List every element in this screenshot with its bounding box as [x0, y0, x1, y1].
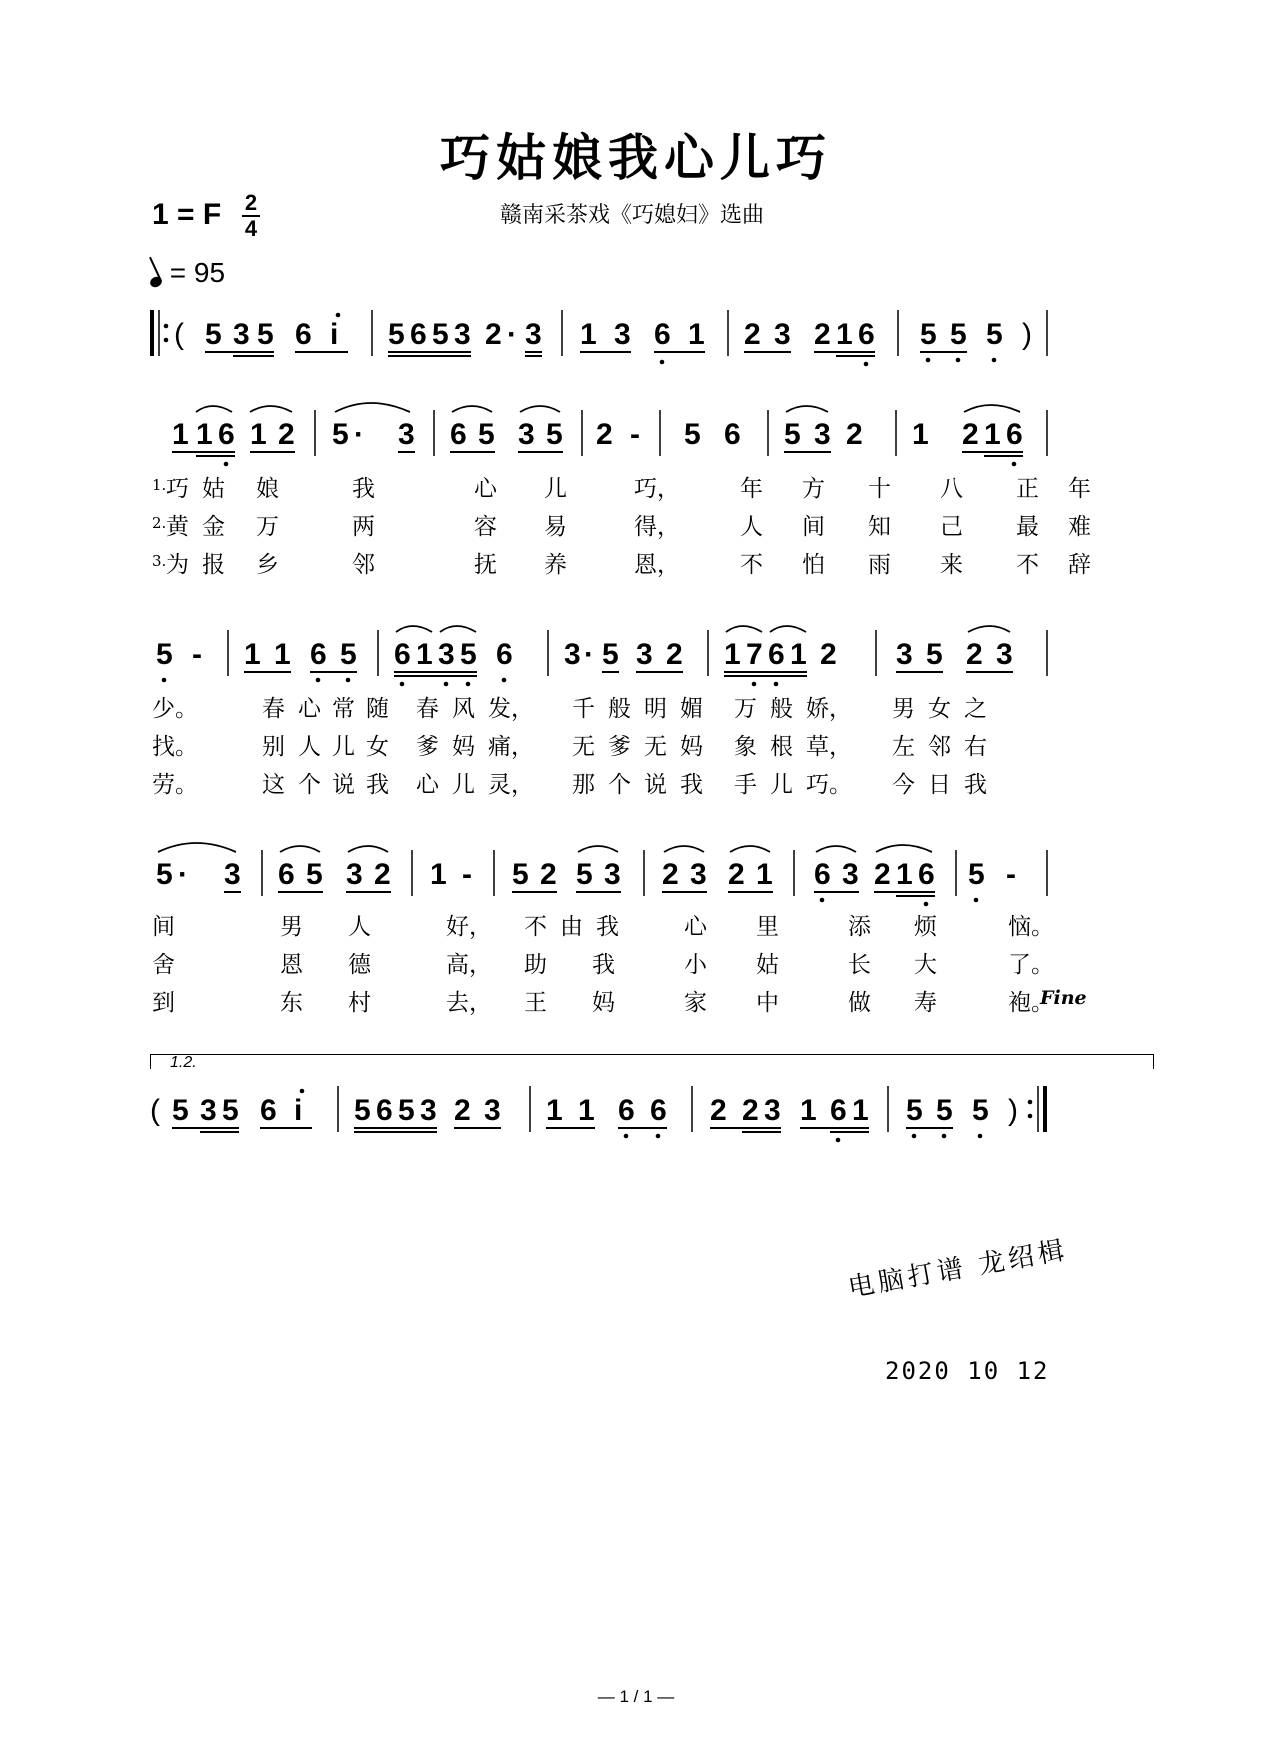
svg-text:2: 2	[374, 858, 391, 891]
svg-text:1: 1	[578, 1094, 595, 1127]
svg-text:5: 5	[936, 1094, 953, 1127]
svg-text:5: 5	[602, 638, 619, 671]
svg-text:1: 1	[196, 418, 213, 451]
svg-text:5: 5	[986, 318, 1003, 351]
svg-text:5: 5	[156, 638, 173, 671]
svg-text:2: 2	[454, 1094, 471, 1127]
svg-text:3: 3	[484, 1094, 501, 1127]
time-bottom: 4	[244, 216, 258, 241]
svg-text:5: 5	[222, 1094, 239, 1127]
svg-text:5: 5	[684, 418, 701, 451]
svg-text:5: 5	[354, 1094, 371, 1127]
svg-text:-: -	[1006, 858, 1016, 891]
svg-text:1: 1	[244, 638, 261, 671]
time-top: 2	[244, 190, 258, 215]
svg-text:1: 1	[274, 638, 291, 671]
svg-text:6: 6	[310, 638, 327, 671]
svg-text:·: ·	[178, 858, 188, 891]
svg-text:2: 2	[962, 418, 979, 451]
svg-text:2: 2	[540, 858, 557, 891]
svg-text:2: 2	[846, 418, 863, 451]
svg-text:1: 1	[430, 858, 447, 891]
svg-text:3: 3	[233, 318, 250, 351]
staff-5-notation	[150, 1076, 1160, 1146]
svg-text:1: 1	[172, 418, 189, 451]
page-title: 巧姑娘我心儿巧	[440, 128, 832, 187]
svg-text:3: 3	[200, 1094, 217, 1127]
svg-text:2: 2	[728, 858, 745, 891]
svg-text:6: 6	[218, 418, 235, 451]
staff-3-notation	[150, 620, 1160, 690]
svg-text:3: 3	[564, 638, 581, 671]
svg-text:·: ·	[354, 418, 364, 451]
svg-text:2: 2	[744, 318, 761, 351]
svg-text:-: -	[192, 638, 202, 671]
svg-text:3: 3	[636, 638, 653, 671]
time-signature	[240, 192, 262, 240]
staff-4	[150, 840, 1160, 900]
svg-text:(: (	[150, 1094, 160, 1127]
staff-1-notation	[150, 300, 1160, 370]
svg-text:3: 3	[438, 638, 455, 671]
svg-text:3: 3	[896, 638, 913, 671]
volta-bracket	[150, 1054, 1154, 1069]
svg-text:·: ·	[584, 638, 594, 671]
svg-text:1: 1	[546, 1094, 563, 1127]
svg-text:1: 1	[724, 638, 741, 671]
svg-text:5: 5	[920, 318, 937, 351]
svg-text:6: 6	[650, 1094, 667, 1127]
svg-text:2: 2	[874, 858, 891, 891]
svg-text:3: 3	[614, 318, 631, 351]
key-signature: 1 = F	[152, 198, 222, 231]
svg-text:1: 1	[416, 638, 433, 671]
svg-text:6: 6	[450, 418, 467, 451]
svg-text:5: 5	[512, 858, 529, 891]
subtitle: 赣南采茶戏《巧媳妇》选曲	[500, 203, 765, 228]
svg-text:5: 5	[546, 418, 563, 451]
svg-text:6: 6	[858, 318, 875, 351]
svg-text:·: ·	[507, 318, 517, 351]
svg-text:7: 7	[746, 638, 763, 671]
staff-1	[150, 300, 1160, 360]
svg-text:6: 6	[410, 318, 427, 351]
svg-text:5: 5	[460, 638, 477, 671]
svg-text:6: 6	[278, 858, 295, 891]
svg-text:2: 2	[666, 638, 683, 671]
fine-marking: Fine	[1040, 987, 1087, 1009]
svg-text:5: 5	[332, 418, 349, 451]
staff-3	[150, 620, 1160, 680]
svg-text:-: -	[462, 858, 472, 891]
svg-text:3: 3	[525, 318, 542, 351]
svg-text:5: 5	[478, 418, 495, 451]
svg-text:2: 2	[814, 318, 831, 351]
svg-text:3: 3	[690, 858, 707, 891]
page-number: — 1 / 1 —	[597, 1687, 675, 1706]
svg-text:6: 6	[830, 1094, 847, 1127]
svg-text:5: 5	[968, 858, 985, 891]
staff-2	[150, 400, 1160, 460]
svg-text:): )	[1022, 318, 1032, 351]
svg-text:2: 2	[966, 638, 983, 671]
svg-text:3: 3	[420, 1094, 437, 1127]
svg-text:6: 6	[376, 1094, 393, 1127]
svg-text:6: 6	[768, 638, 785, 671]
svg-text:6: 6	[724, 418, 741, 451]
svg-text:2: 2	[485, 318, 502, 351]
svg-text:5: 5	[906, 1094, 923, 1127]
svg-text:6: 6	[496, 638, 513, 671]
staff-4-notation	[150, 840, 1160, 910]
tempo-marking	[150, 257, 225, 289]
svg-text:1: 1	[756, 858, 773, 891]
svg-text:3: 3	[518, 418, 535, 451]
svg-text:1: 1	[250, 418, 267, 451]
svg-text:5: 5	[306, 858, 323, 891]
svg-text:1: 1	[800, 1094, 817, 1127]
svg-text:(: (	[174, 318, 184, 351]
svg-text:5: 5	[340, 638, 357, 671]
svg-text:-: -	[630, 418, 640, 451]
svg-text:5: 5	[388, 318, 405, 351]
svg-text:5: 5	[926, 638, 943, 671]
svg-text:3: 3	[454, 318, 471, 351]
svg-text:): )	[1008, 1094, 1018, 1127]
svg-text:1: 1	[852, 1094, 869, 1127]
svg-text:1: 1	[912, 418, 929, 451]
svg-text:6: 6	[654, 318, 671, 351]
svg-text:5: 5	[172, 1094, 189, 1127]
svg-text:1: 1	[688, 318, 705, 351]
staff-5	[150, 1076, 1160, 1136]
svg-text:3: 3	[224, 858, 241, 891]
svg-text:3: 3	[346, 858, 363, 891]
svg-text:3: 3	[996, 638, 1013, 671]
svg-text:i: i	[294, 1094, 303, 1127]
staff-2-notation	[150, 400, 1160, 470]
svg-text:2: 2	[710, 1094, 727, 1127]
quarter-note-icon	[148, 275, 163, 289]
svg-text:5: 5	[205, 318, 222, 351]
svg-text:6: 6	[814, 858, 831, 891]
svg-text:5: 5	[432, 318, 449, 351]
svg-text:6: 6	[260, 1094, 277, 1127]
svg-text:6: 6	[1006, 418, 1023, 451]
svg-text:3: 3	[814, 418, 831, 451]
svg-text:i: i	[330, 318, 339, 351]
svg-text:3: 3	[842, 858, 859, 891]
svg-text:1: 1	[580, 318, 597, 351]
svg-text:1: 1	[984, 418, 1001, 451]
date: 2020 10 12	[885, 1357, 1050, 1385]
volta-label: 1.2.	[170, 1054, 197, 1071]
svg-text:2: 2	[742, 1094, 759, 1127]
svg-text:2: 2	[596, 418, 613, 451]
svg-text:2: 2	[820, 638, 837, 671]
svg-text:2: 2	[662, 858, 679, 891]
svg-text:5: 5	[257, 318, 274, 351]
svg-text:3: 3	[398, 418, 415, 451]
svg-text:5: 5	[784, 418, 801, 451]
svg-text:5: 5	[156, 858, 173, 891]
svg-text:6: 6	[394, 638, 411, 671]
svg-text:3: 3	[764, 1094, 781, 1127]
svg-text:1: 1	[896, 858, 913, 891]
svg-text:6: 6	[618, 1094, 635, 1127]
svg-text:3: 3	[604, 858, 621, 891]
svg-text:1: 1	[790, 638, 807, 671]
svg-text:5: 5	[576, 858, 593, 891]
svg-text:6: 6	[295, 318, 312, 351]
engraver-credit: 电脑打谱 龙绍楫	[846, 1235, 1071, 1304]
svg-text:2: 2	[278, 418, 295, 451]
svg-text:1: 1	[836, 318, 853, 351]
svg-text:3: 3	[774, 318, 791, 351]
svg-text:6: 6	[918, 858, 935, 891]
svg-text:5: 5	[950, 318, 967, 351]
svg-text:5: 5	[398, 1094, 415, 1127]
svg-text:5: 5	[972, 1094, 989, 1127]
tempo-value: = 95	[169, 257, 226, 288]
